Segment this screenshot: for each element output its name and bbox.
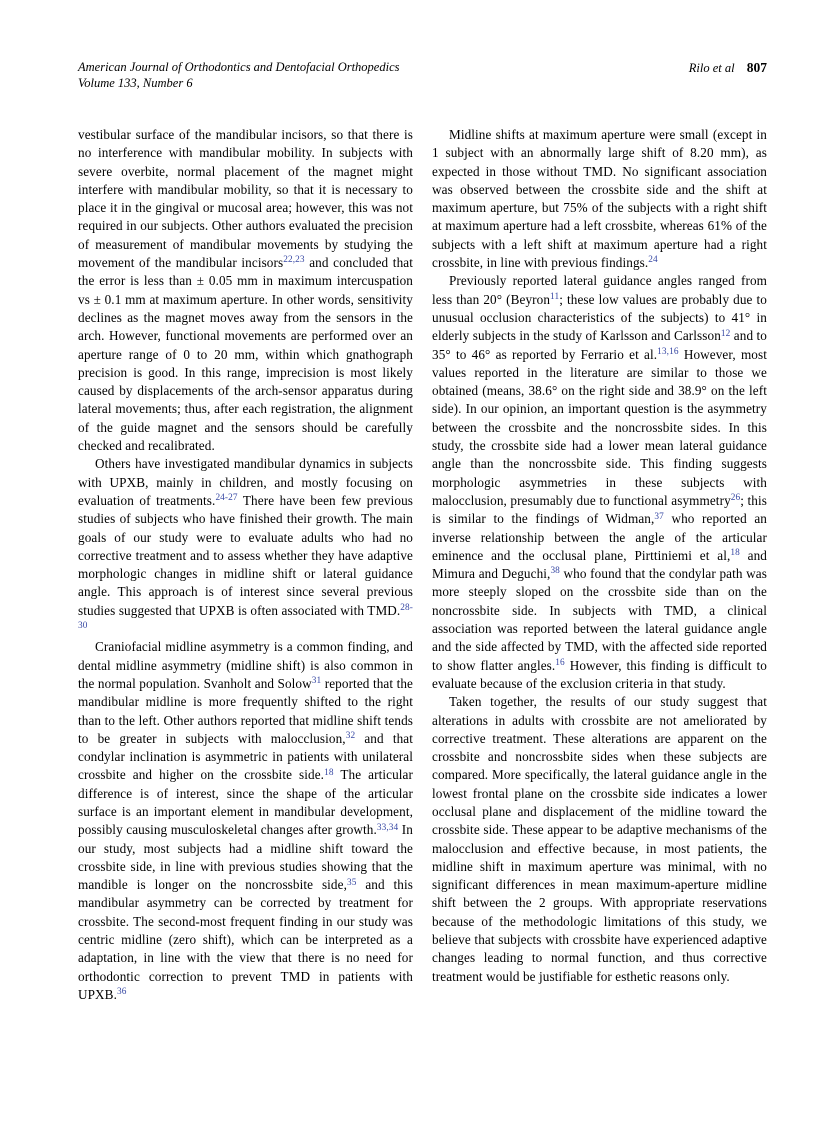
column-left: [78, 126, 413, 1004]
citation-link[interactable]: 26: [730, 493, 741, 504]
page-number: 807: [746, 60, 767, 75]
citation-link[interactable]: 18: [730, 548, 740, 559]
paragraph: Midline shifts at maximum aperture were small (except in 1 subject with an abnormally large shift of 8.20 mm), as expected in those without TMD. No significant association was observed between the crossbite side and the shift at maximum aperture, but 75% of the subjects with a right shift at maximum aperture had a left crossbite, whereas 61% of the subjects with a left shift at maximum aperture had a right crossbite, in line with previous findings.$^{24}$: [432, 127, 767, 271]
citation-link[interactable]: 22,23: [283, 255, 305, 266]
citation-link[interactable]: 37: [654, 511, 664, 522]
citation-link[interactable]: 38: [550, 566, 560, 577]
paragraph: Previously reported lateral guidance angles ranged from less than 20° (Beyron$^{11}$; these low values are probably due to unusual occlusion characteristics of the subjects) to 41° in elderly subjects in the study of Karlsson and Carlsson$^{12}$ and to 35° to 46° as reported by Ferrario et al.$^{13,16}$ However, most values reported in the literature are similar to those we obtained (means, 38.6° on the right side and 38.9° on the left side). In our opinion, an important question is the asymmetry between the crossbite and the noncrossbite sides. In this study, the crossbite side had a lower mean lateral guidance angle than the noncrossbite side. This finding suggests morphologic asymmetries in these subjects with malocclusion, presumably due to functional asymmetry$^{26}$; this is similar to the findings of Widman,$^{37}$ who reported an inverse relationship between the angle of the articular eminence and the occlusal plane, Pirttiniemi et al,$^{18}$ and Mimura and Deguchi,$^{38}$ who found that the condylar path was more steeply sloped on the crossbite side than on the noncrossbite side. In subjects with TMD, a clinical association was reported between the lateral guidance angle and the side affected by TMD, with the affected side reported to show flatter angles.$^{16}$ However, this finding is difficult to evaluate because of the exclusion criteria in that study.: [432, 273, 768, 691]
journal-info: [78, 60, 400, 91]
paragraph: Craniofacial midline asymmetry is a common finding, and dental midline asymmetry (midline shift) is also common in the normal population. Svanholt and Solow$^{31}$ reported that the mandibular midline is more frequently shifted to the right than to the left. Other authors reported that midline shift tends to be greater in subjects with malocclusion,$^{32}$ and that condylar inclination is asymmetric in patients with unilateral crossbite and higher on the crossbite side.$^{18}$ The articular difference is of interest, since the shape of the articular surface is an important element in mandibular development, possibly causing musculoskeletal changes after growth.$^{33,34}$ In our study, most subjects had a midline shift toward the crossbite side, in line with previous studies showing that the mandible is longer on the noncrossbite side,$^{35}$ and this mandibular asymmetry can be corrected by treatment for crossbite. The second-most frequent finding in our study was centric midline (zero shift), which can be interpreted as a adaptation, in line with the view that there is no need for orthodontic correction to prevent TMD in patients with UPXB.$^{36}$: [78, 639, 414, 1002]
citation-link[interactable]: 24-27: [215, 493, 238, 504]
article-body: [78, 126, 767, 1004]
running-head: [78, 60, 767, 91]
citation-link[interactable]: 32: [345, 731, 356, 742]
column-right: [432, 126, 767, 1004]
paragraph: Taken together, the results of our study suggest that alterations in adults with crossbite are not ameliorated by corrective treatment. These alterations are apparent on the crossbite and noncrossbite sides when these subjects are compared. More specifically, the lateral guidance angle in the lowest frontal plane on the crossbite side indicates a lower occlusal plane and displacement of the midline toward the crossbite side. These appear to be adaptive mechanisms of the malocclusion and effective because, in most patients, the midline shift in maximum aperture was minimal, with no significant differences in mean maximum-aperture midline shift between the 2 groups. With appropriate reservations because of the methodologic limitations of this study, we believe that subjects with crossbite have experienced adaptive changes leading to normal function, and thus corrective treatment would be justifiable for esthetic reasons only.: [432, 694, 767, 984]
citation-link[interactable]: 24: [648, 255, 658, 266]
paragraph: vestibular surface of the mandibular incisors, so that there is no interference with mandibular mobility. In subjects with severe overbite, normal placement of the magnet might interfere with mandibular mobility, so that it is necessary to place it in the gingival or mucosal area; however, this was not required in our subjects. Other authors evaluated the precision of measurement of mandibular movements by studying the movement of the mandibular incisors$^{22,23}$ and concluded that the error is less than ± 0.05 mm in maximum intercuspation vs ± 0.1 mm at maximum aperture. In other words, sensitivity declines as the magnet moves away from the sensors in the arch. However, functional movements are performed over an aperture range of 0 to 20 mm, within which gnathograph precision is good. In this range, imprecision is most likely caused by displacements of the arch-sensor apparatus during lateral movements; thus, after each registration, the alignment of the guide magnet and the sensors should be carefully checked and recalibrated.: [78, 127, 413, 454]
citation-link[interactable]: 16: [555, 657, 565, 668]
page-header-right: [689, 60, 767, 77]
citation-link[interactable]: 33,34: [376, 822, 399, 833]
paragraph: Others have investigated mandibular dynamics in subjects with UPXB, mainly in children, and mostly focusing on evaluation of treatments.$^{24-27}$ There have been few previous studies of subjects who have finished their growth. The main goals of our study were to evaluate adults who had no corrective treatment and to assess whether they have adaptive morphologic changes in midline shift or lateral guidance angle. This approach is of interest since several previous studies suggested that UPXB is often associated with TMD.$^{28-30}$: [78, 456, 413, 632]
citation-link[interactable]: 36: [116, 987, 127, 998]
citation-link[interactable]: 28-30: [78, 603, 413, 632]
citation-link[interactable]: 31: [311, 676, 322, 687]
citation-link[interactable]: 35: [346, 877, 357, 888]
citation-link[interactable]: 18: [324, 767, 334, 778]
citation-link[interactable]: 12: [720, 328, 731, 339]
journal-volume: Volume 133, Number 6: [78, 75, 193, 90]
citation-link[interactable]: 13,16: [657, 346, 679, 357]
citation-link[interactable]: 11: [550, 292, 560, 303]
journal-title: American Journal of Orthodontics and Dentofacial Orthopedics: [78, 60, 400, 74]
authors-label: Rilo et al: [688, 61, 735, 75]
